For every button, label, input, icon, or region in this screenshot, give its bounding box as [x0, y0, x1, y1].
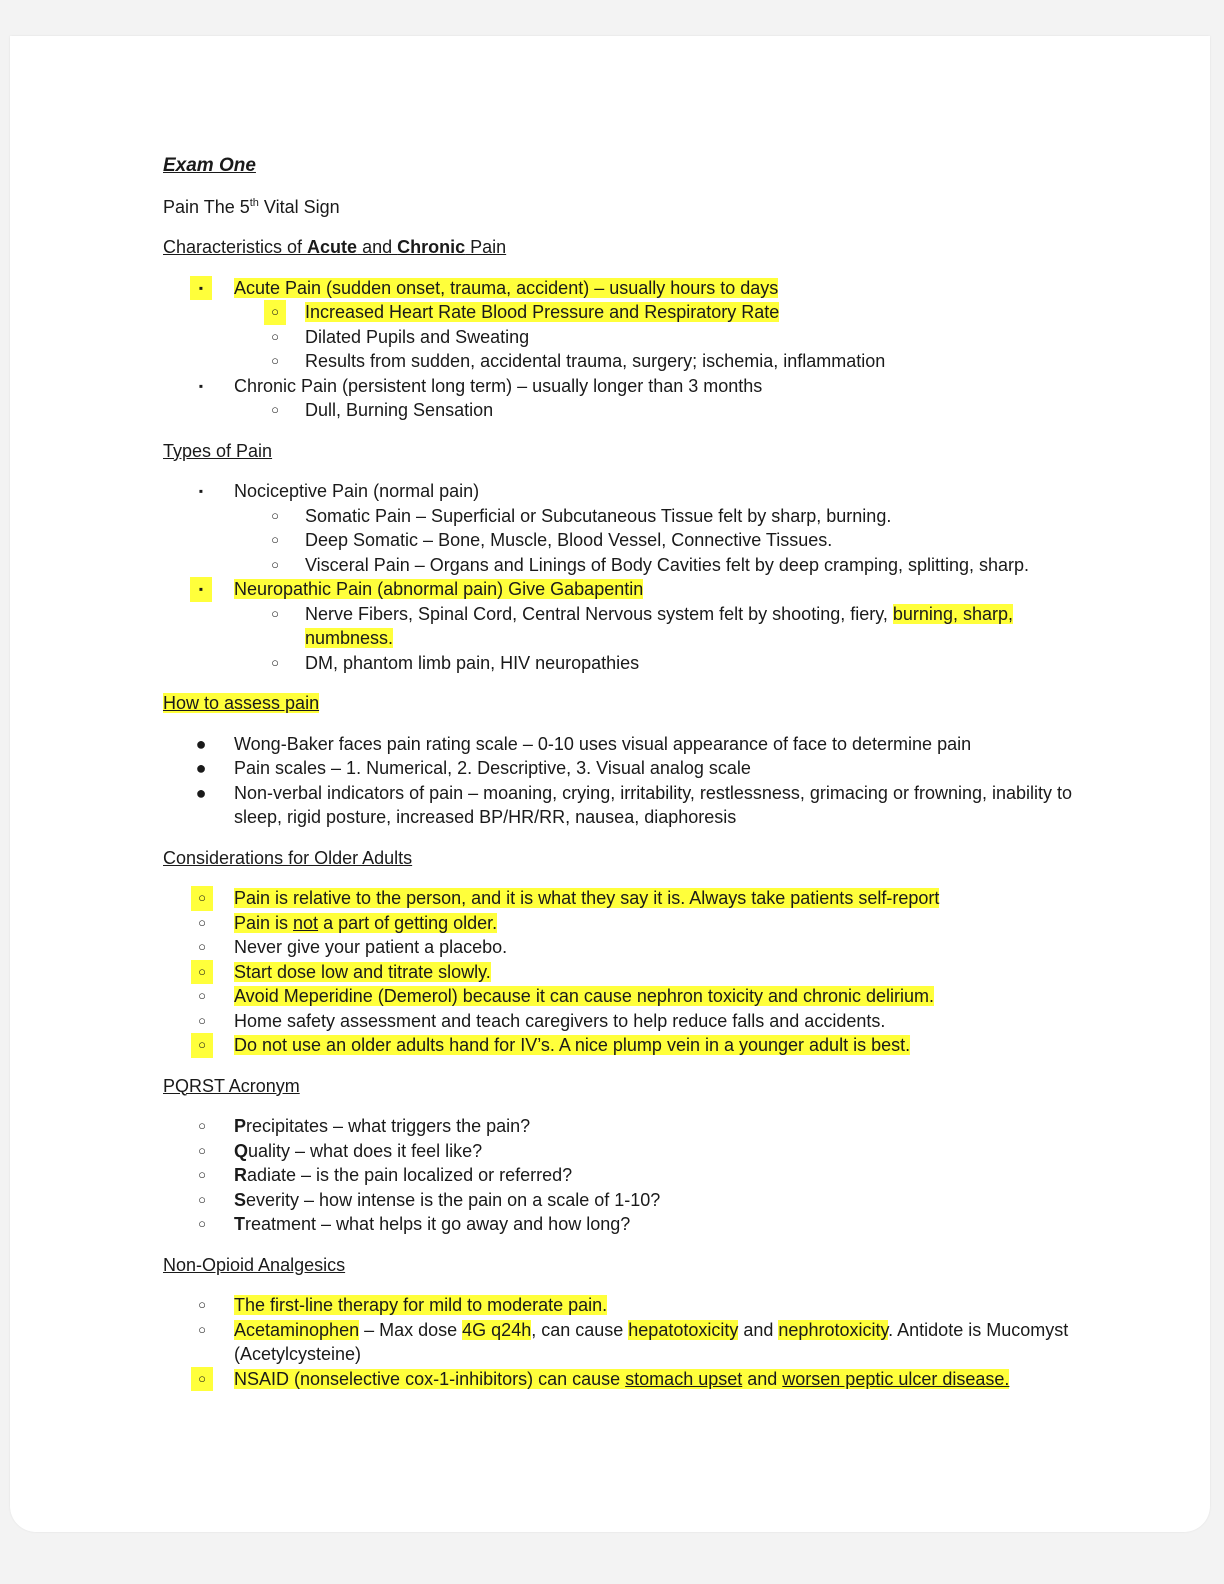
list-item: ○ Home safety assessment and teach caregivers to help reduce falls and accidents. — [163, 1009, 1103, 1034]
list-item: ● Pain scales – 1. Numerical, 2. Descriptive, 3. Visual analog scale — [163, 756, 1103, 781]
list-item-neuropathic: ▪ Neuropathic Pain (abnormal pain) Give Gabapentin — [163, 577, 1103, 602]
document-page — [10, 36, 1210, 1532]
square-bullet-icon: ▪ — [190, 577, 212, 602]
list-item: ● Non-verbal indicators of pain – moaning, crying, irritability, restlessness, grimacing or frowning, inability to sleep, rigid posture, increased BP/HR/RR, nausea, diaphoresis — [163, 781, 1103, 830]
list-item: ○ The first-line therapy for mild to moderate pain. — [163, 1293, 1103, 1318]
list-item-nsaid: ○ NSAID (nonselective cox-1-inhibitors) can cause stomach upset and worsen peptic ulcer disease. — [163, 1367, 1103, 1392]
document-content — [163, 154, 1103, 1407]
list-item-chronic: ▪ Chronic Pain (persistent long term) – usually longer than 3 months — [163, 374, 1103, 399]
circle-bullet-icon: ○ — [191, 960, 213, 985]
circle-bullet-icon: ○ — [191, 886, 213, 911]
list-item: ○ Results from sudden, accidental trauma, surgery; ischemia, inflammation — [163, 349, 1103, 374]
list-item: ○ Quality – what does it feel like? — [163, 1139, 1103, 1164]
list-item: ○ Dilated Pupils and Sweating — [163, 325, 1103, 350]
circle-bullet-icon: ○ — [198, 914, 206, 930]
list-item: ○ Treatment – what helps it go away and how long? — [163, 1212, 1103, 1237]
circle-bullet-icon: ○ — [271, 532, 279, 547]
heading-non-opioid: Non-Opioid Analgesics — [163, 1254, 346, 1275]
circle-bullet-icon: ○ — [271, 328, 279, 344]
list-item: ○ Increased Heart Rate Blood Pressure and Respiratory Rate — [163, 300, 1103, 325]
subtitle-text: Pain The 5 — [163, 196, 250, 217]
list-item: ○ Never give your patient a placebo. — [163, 935, 1103, 960]
dot-bullet-icon: ● — [195, 733, 207, 754]
circle-bullet-icon: ○ — [271, 556, 279, 572]
list-item: ○ Radiate – is the pain localized or referred? — [163, 1163, 1103, 1188]
heading-pqrst: PQRST Acronym — [163, 1075, 300, 1096]
list-item: ○ Nerve Fibers, Spinal Cord, Central Nervous system felt by shooting, fiery, burning, sharp, numbness. — [163, 602, 1103, 651]
square-bullet-icon: ▪ — [198, 484, 204, 498]
circle-bullet-icon: ○ — [198, 1191, 206, 1207]
circle-bullet-icon: ○ — [198, 1012, 206, 1028]
pqrst-list — [163, 1114, 1103, 1237]
list-item: ○ DM, phantom limb pain, HIV neuropathies — [163, 651, 1103, 676]
heading-assess: How to assess pain — [163, 693, 320, 713]
types-list — [163, 479, 1103, 675]
circle-bullet-icon: ○ — [198, 1321, 206, 1337]
circle-bullet-icon: ○ — [271, 507, 279, 523]
circle-bullet-icon: ○ — [198, 1118, 206, 1133]
circle-bullet-icon: ○ — [271, 353, 279, 368]
circle-bullet-icon: ○ — [271, 402, 279, 417]
list-item: ○ Do not use an older adults hand for IV’s. A nice plump vein in a younger adult is best. — [163, 1033, 1103, 1058]
page-title: Exam One — [163, 155, 256, 176]
non-opioid-list — [163, 1293, 1103, 1391]
heading-older-adults: Considerations for Older Adults — [163, 847, 413, 868]
list-item: ○ Severity – how intense is the pain on a scale of 1-10? — [163, 1188, 1103, 1213]
circle-bullet-icon: ○ — [198, 1297, 206, 1312]
subtitle-superscript: th — [249, 196, 259, 209]
square-bullet-icon: ▪ — [198, 378, 204, 393]
circle-bullet-icon: ○ — [271, 605, 279, 621]
subtitle — [163, 195, 1103, 220]
assess-list — [163, 732, 1103, 830]
list-item: ○ Pain is not a part of getting older. — [163, 911, 1103, 936]
circle-bullet-icon: ○ — [198, 988, 206, 1003]
list-item: ○ Deep Somatic – Bone, Muscle, Blood Vessel, Connective Tissues. — [163, 528, 1103, 553]
list-item: ○ Pain is relative to the person, and it is what they say it is. Always take patients self-report — [163, 886, 1103, 911]
list-item-acetaminophen: ○ Acetaminophen – Max dose 4G q24h, can cause hepatotoxicity and nephrotoxicity. Antidote is Mucomyst (Acetylcysteine) — [163, 1318, 1103, 1367]
circle-bullet-icon: ○ — [271, 654, 279, 670]
list-item: ○ Dull, Burning Sensation — [163, 398, 1103, 423]
circle-bullet-icon: ○ — [198, 939, 206, 954]
list-item: ○ Precipitates – what triggers the pain? — [163, 1114, 1103, 1139]
list-item: ● Wong-Baker faces pain rating scale – 0-10 uses visual appearance of face to determine pain — [163, 732, 1103, 757]
heading-characteristics: Characteristics of Acute and Chronic Pain — [163, 237, 507, 257]
circle-bullet-icon: ○ — [264, 300, 286, 325]
dot-bullet-icon: ● — [195, 758, 207, 778]
list-item: ○ Visceral Pain – Organs and Linings of Body Cavities felt by deep cramping, splitting, sharp. — [163, 553, 1103, 578]
dot-bullet-icon: ● — [195, 782, 207, 803]
circle-bullet-icon: ○ — [191, 1367, 213, 1392]
list-item-acute: ▪ Acute Pain (sudden onset, trauma, accident) – usually hours to days — [163, 276, 1103, 301]
circle-bullet-icon: ○ — [198, 1167, 206, 1182]
older-adults-list — [163, 886, 1103, 1058]
heading-types: Types of Pain — [163, 440, 273, 461]
circle-bullet-icon: ○ — [198, 1216, 206, 1231]
subtitle-text-end: Vital Sign — [258, 196, 340, 217]
circle-bullet-icon: ○ — [198, 1142, 206, 1158]
list-item: ○ Start dose low and titrate slowly. — [163, 960, 1103, 985]
list-item-nociceptive: ▪ Nociceptive Pain (normal pain) — [163, 479, 1103, 504]
list-item: ○ Avoid Meperidine (Demerol) because it can cause nephron toxicity and chronic delirium. — [163, 984, 1103, 1009]
list-item: ○ Somatic Pain – Superficial or Subcutaneous Tissue felt by sharp, burning. — [163, 504, 1103, 529]
characteristics-list — [163, 276, 1103, 423]
square-bullet-icon: ▪ — [190, 276, 212, 301]
circle-bullet-icon: ○ — [191, 1033, 213, 1058]
